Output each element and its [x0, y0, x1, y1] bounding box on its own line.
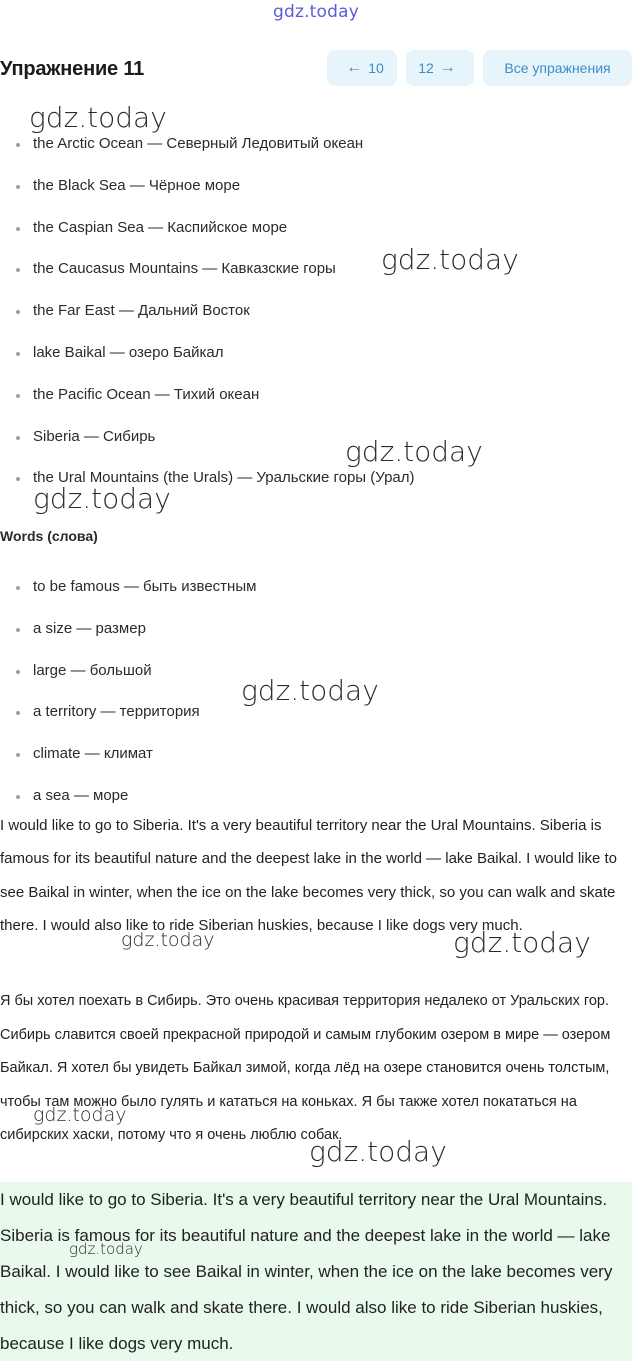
list-item	[0, 207, 415, 249]
watermark-text: gdz.today	[69, 1240, 143, 1258]
watermark-text: gdz.today	[29, 101, 167, 134]
watermark-text: gdz.today	[33, 482, 171, 515]
list-item	[0, 248, 415, 290]
list-item-text: the Ural Mountains (the Urals) — Уральские горы (Урал)	[33, 469, 415, 487]
bullet-icon	[16, 795, 20, 799]
answer-text: I would like to go to Siberia. It's a very beautiful territory near the Ural Mountains. Siberia is famous for its beautiful nature and the deepest lake in the world — lake Baikal. I would like to see Baikal in winter, when the ice on the lake becomes very thick, so you can walk and skate there. I would also like to ride Siberian huskies, because I like dogs very much.	[0, 1190, 613, 1353]
next-exercise-label: 12	[418, 60, 434, 76]
list-item-text: lake Baikal — озеро Байкал	[33, 343, 224, 361]
site-logo[interactable]: gdz.today	[272, 2, 360, 22]
list-item	[0, 374, 415, 416]
list-item-text: a sea — море	[33, 786, 129, 804]
list-item	[0, 290, 415, 332]
prev-exercise-label: 10	[368, 60, 384, 76]
list-item-text: a size — размер	[33, 619, 146, 637]
words-list	[0, 566, 256, 817]
list-item-text: to be famous — быть известным	[33, 578, 257, 595]
bullet-icon	[16, 477, 20, 481]
list-item-text: the Arctic Ocean — Северный Ледовитый океан	[33, 135, 364, 152]
list-item-text: the Far East — Дальний Восток	[33, 302, 250, 320]
watermark-text: gdz.today	[309, 1135, 447, 1168]
watermark-text: gdz.today	[33, 1104, 127, 1126]
bullet-icon	[16, 753, 20, 757]
list-item-text: the Caspian Sea — Каспийское море	[33, 218, 288, 236]
page-title: Упражнение 11	[0, 58, 145, 80]
list-item	[0, 165, 415, 207]
watermark-text: gdz.today	[345, 435, 483, 468]
list-item-text: the Black Sea — Чёрное море	[33, 176, 241, 194]
bullet-icon	[16, 628, 20, 632]
exercise-header	[0, 50, 632, 88]
bullet-icon	[16, 268, 20, 272]
arrow-left-icon: ←	[346, 59, 363, 76]
bullet-icon	[16, 143, 20, 147]
prev-exercise-button[interactable]	[327, 50, 397, 86]
bullet-icon	[16, 352, 20, 356]
list-item	[0, 608, 256, 650]
list-item-text: large — большой	[33, 661, 152, 679]
watermark-text: gdz.today	[121, 929, 215, 951]
all-exercises-button[interactable]	[483, 50, 632, 86]
list-item-text: the Pacific Ocean — Тихий океан	[33, 385, 260, 403]
list-item-text: the Caucasus Mountains — Кавказские горы	[33, 260, 336, 278]
bullet-icon	[16, 185, 20, 189]
list-item	[0, 650, 256, 692]
watermark-text: gdz.today	[241, 674, 379, 707]
all-exercises-label: Все упражнения	[504, 60, 611, 76]
watermark-text: gdz.today	[453, 926, 591, 959]
list-item-text: Siberia — Сибирь	[33, 427, 156, 445]
arrow-right-icon: →	[439, 59, 456, 76]
bullet-icon	[16, 670, 20, 674]
list-item-text: a territory — территория	[33, 703, 200, 721]
bullet-icon	[16, 711, 20, 715]
watermark-text: gdz.today	[381, 243, 519, 276]
words-heading: Words (слова)	[0, 528, 98, 544]
paragraph-english: I would like to go to Siberia. It's a very beautiful territory near the Ural Mountains. Siberia is famous for its beautiful nature and the deepest lake in the world — lake Baikal. I would like to see Baikal in winter, when the ice on the lake becomes very thick, so you can walk and skate there. I would also like to ride Siberian huskies, because I like dogs very much.	[0, 817, 618, 935]
list-item	[0, 733, 256, 775]
bullet-icon	[16, 310, 20, 314]
paragraph-russian: Я бы хотел поехать в Сибирь. Это очень красивая территория недалеко от Уральских гор. Сибирь славится своей прекрасной природой и самым глубоким озером в мире — озером Байкал. Я хотел бы увидеть Байкал зимой, когда лёд на озере становится очень толстым, чтобы там можно было гулять и кататься на коньках. Я бы также хотел покататься на сибирских хаски, потому что я очень люблю собак.	[0, 993, 611, 1143]
list-item	[0, 332, 415, 374]
list-item	[0, 566, 256, 608]
bullet-icon	[16, 394, 20, 398]
bullet-icon	[16, 436, 20, 440]
answer-block	[0, 1182, 632, 1361]
next-exercise-button[interactable]	[406, 50, 474, 86]
list-item-text: climate — климат	[33, 745, 153, 763]
list-item	[0, 691, 256, 733]
bullet-icon	[16, 586, 20, 590]
bullet-icon	[16, 227, 20, 231]
